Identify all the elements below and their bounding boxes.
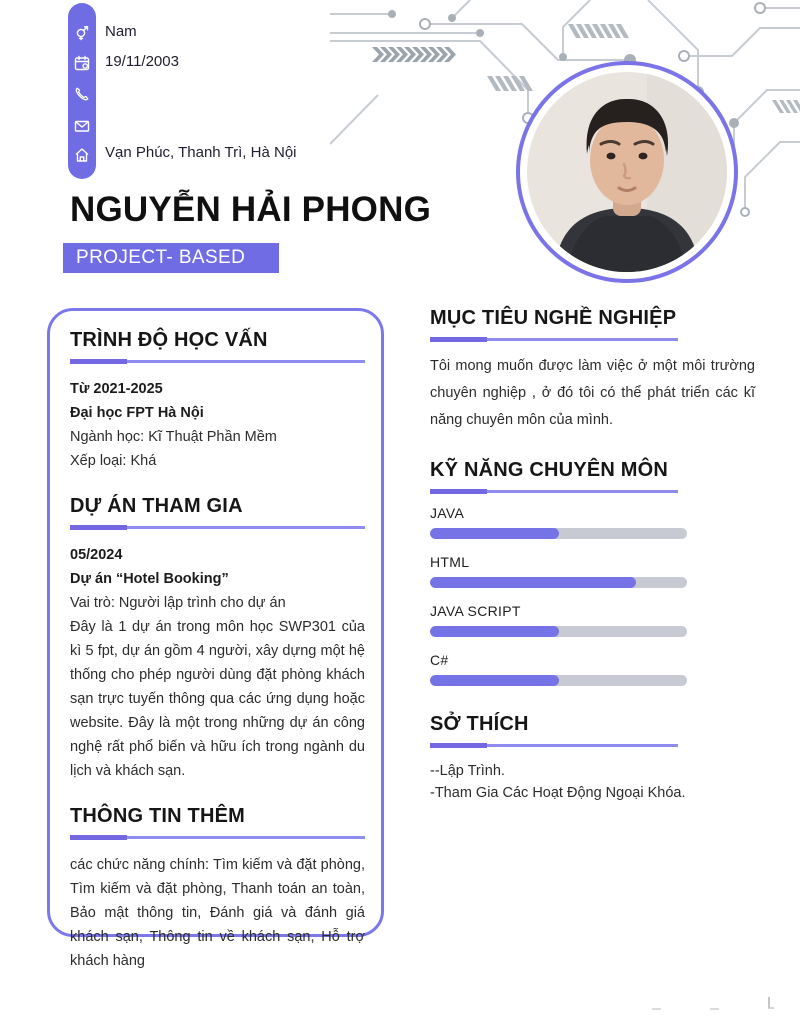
skill-bar-csharp xyxy=(430,675,687,686)
page-artifact xyxy=(768,997,774,1009)
skill-label-csharp: C# xyxy=(430,652,449,668)
section-rule xyxy=(430,489,678,494)
profile-photo-ring xyxy=(516,61,738,283)
left-column-panel xyxy=(47,308,384,969)
objective-description: Tôi mong muốn được làm việc ở một môi trường chuyên nghiệp , ở đó tôi có thể phát triển các kĩ năng chuyên môn của mình. xyxy=(430,358,755,428)
contact-sidebar xyxy=(68,3,96,179)
gender-icon xyxy=(73,24,91,42)
section-rule xyxy=(430,337,678,342)
page-title-name: NGUYỄN HẢI PHONG xyxy=(70,190,432,229)
additional-info-description: các chức năng chính: Tìm kiếm và đặt phòng, Tìm kiếm và đặt phòng, Thanh toán an toàn, Bảo mật thông tin, Đánh giá và đánh giá khách sạn, Thông tin về khách sạn, Hỗ trợ khách hàng xyxy=(70,857,365,969)
calendar-icon xyxy=(73,54,91,72)
role-badge: PROJECT- BASED xyxy=(63,243,279,273)
education-grade: Xếp loại: Khá xyxy=(70,453,157,469)
section-title-hobbies: SỞ THÍCH xyxy=(430,713,529,735)
skill-bar-javascript xyxy=(430,626,687,637)
section-rule xyxy=(70,525,365,530)
section-rule xyxy=(70,835,365,840)
section-title-skills: KỸ NĂNG CHUYÊN MÔN xyxy=(430,459,669,481)
skill-bar-java xyxy=(430,528,687,539)
section-title-objective: MỤC TIÊU NGHỀ NGHIỆP xyxy=(430,307,677,329)
project-name: Dự án “Hotel Booking” xyxy=(70,571,229,587)
page-artifact xyxy=(710,1008,719,1010)
skill-label-java: JAVA xyxy=(430,505,465,521)
section-rule xyxy=(70,359,365,364)
skill-bar-html xyxy=(430,577,687,588)
project-role: Vai trò: Người lập trình cho dự án xyxy=(70,595,286,611)
page-artifact xyxy=(652,1008,661,1010)
education-major: Ngành học: Kĩ Thuật Phần Mềm xyxy=(70,429,277,445)
hobby-item: --Lập Trình. xyxy=(430,763,505,779)
hobby-item: -Tham Gia Các Hoạt Động Ngoại Khóa. xyxy=(430,785,686,801)
project-description: Đây là 1 dự án trong môn học SWP301 của kì 5 fpt, dự án gồm 4 người, xây dựng một hệ thống cho phép người dùng đặt phòng khách sạn trực tuyến thông qua các ứng dụng hoặc website. Đây là một trong những dự án công nghệ rất phổ biến và hữu ích trong ngành du lịch và khách sạn. xyxy=(70,619,365,779)
gender-value: Nam xyxy=(105,23,137,40)
project-date: 05/2024 xyxy=(70,547,123,563)
home-icon xyxy=(73,146,91,164)
education-period: Từ 2021-2025 xyxy=(70,381,163,397)
mail-icon xyxy=(73,117,91,135)
section-title-additional-info: THÔNG TIN THÊM xyxy=(70,805,246,827)
section-rule xyxy=(430,743,678,748)
section-title-projects: DỰ ÁN THAM GIA xyxy=(70,495,243,517)
education-school: Đại học FPT Hà Nội xyxy=(70,405,204,421)
skill-label-javascript: JAVA SCRIPT xyxy=(430,603,521,619)
section-title-education: TRÌNH ĐỘ HỌC VẤN xyxy=(70,329,268,351)
right-column xyxy=(430,307,755,804)
phone-icon xyxy=(73,85,91,103)
skill-label-html: HTML xyxy=(430,554,470,570)
profile-photo xyxy=(527,72,727,272)
dob-value: 19/11/2003 xyxy=(105,53,179,70)
chevron-arrows xyxy=(372,47,456,62)
address-value: Vạn Phúc, Thanh Trì, Hà Nội xyxy=(105,144,297,161)
